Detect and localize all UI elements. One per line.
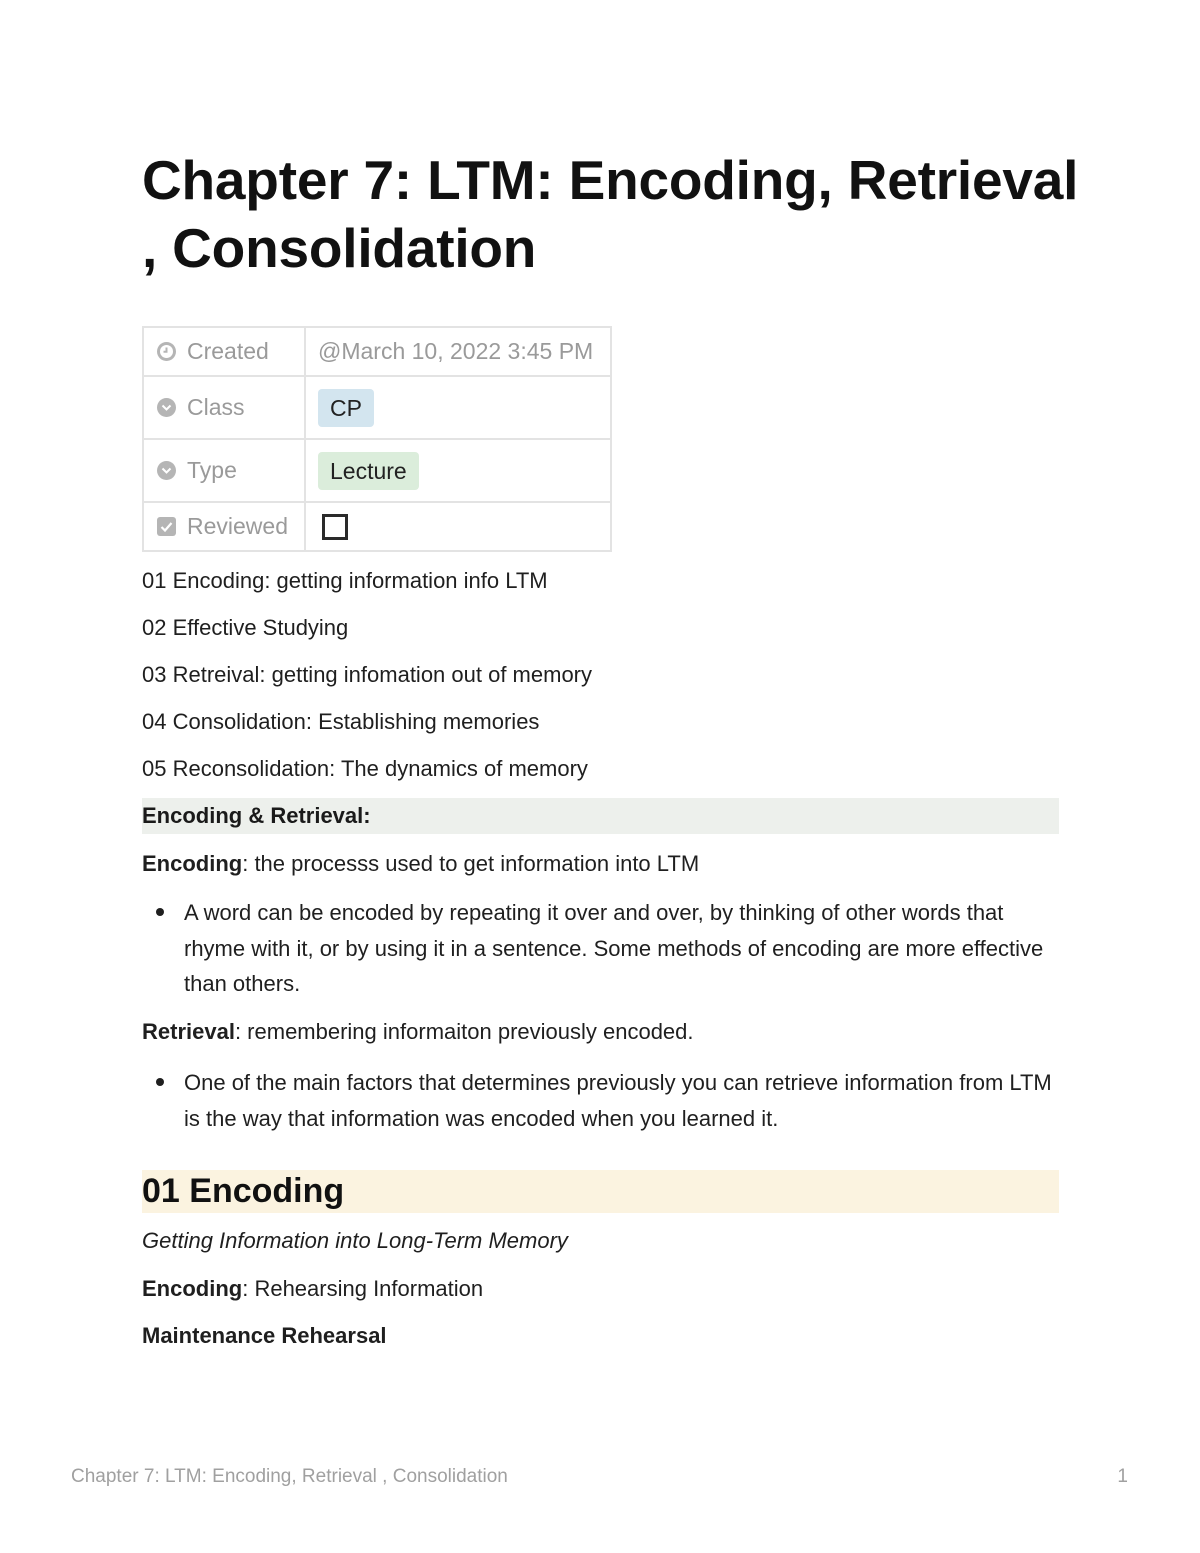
footer-title: Chapter 7: LTM: Encoding, Retrieval , Consolidation	[71, 1466, 508, 1487]
select-icon	[156, 460, 177, 481]
page-title: Chapter 7: LTM: Encoding, Retrieval , Consolidation	[142, 149, 1079, 279]
encoding-rehearsing-line	[142, 1275, 483, 1303]
section-heading-encoding: 01 Encoding	[142, 1170, 1059, 1213]
type-tag[interactable]: Lecture	[318, 452, 419, 490]
encoding-bullet-text: A word can be encoded by repeating it over and over, by thinking of other words that rhyme with it, or by using it in a sentence. Some methods of encoding are more effective than others.	[184, 900, 1044, 996]
property-key-class: Class	[187, 394, 245, 420]
property-key-type: Type	[187, 457, 237, 483]
section-subtitle: Getting Information into Long-Term Memory	[142, 1228, 568, 1253]
list-item	[142, 1065, 1062, 1136]
clock-icon	[156, 341, 177, 362]
class-tag[interactable]: CP	[318, 389, 374, 427]
checkbox-icon	[156, 516, 177, 537]
encoding-term: Encoding	[142, 851, 243, 876]
bullet-dot	[156, 1078, 164, 1086]
bullet-dot	[156, 908, 164, 916]
encoding-def-text: : the processs used to get information into LTM	[242, 851, 700, 876]
page-number: 1	[1117, 1466, 1128, 1487]
encoding-bullet-list	[142, 895, 1062, 1002]
rehearsing-text: : Rehearsing Information	[242, 1276, 484, 1301]
property-row-class	[143, 376, 611, 439]
encoding-retrieval-heading: Encoding & Retrieval:	[142, 798, 1059, 834]
list-item	[142, 895, 1062, 1002]
retrieval-bullet-text: One of the main factors that determines previously you can retrieve information from LTM is the way that information was encoded when you learned it.	[184, 1070, 1052, 1131]
encoding-definition	[142, 850, 699, 878]
toc-item[interactable]: 01 Encoding: getting information info LTM	[142, 568, 548, 593]
retrieval-definition	[142, 1018, 694, 1046]
encoding-term: Encoding	[142, 1276, 243, 1301]
toc-item[interactable]: 04 Consolidation: Establishing memories	[142, 709, 540, 734]
maintenance-rehearsal-heading: Maintenance Rehearsal	[142, 1323, 387, 1348]
select-icon	[156, 397, 177, 418]
toc-item[interactable]: 05 Reconsolidation: The dynamics of memory	[142, 756, 588, 781]
properties-table	[142, 326, 612, 552]
property-row-created	[143, 327, 611, 376]
property-row-type	[143, 439, 611, 502]
retrieval-bullet-list	[142, 1065, 1062, 1136]
toc-item[interactable]: 03 Retreival: getting infomation out of memory	[142, 662, 593, 687]
toc-item[interactable]: 02 Effective Studying	[142, 615, 349, 640]
property-key-created: Created	[187, 338, 269, 364]
property-row-reviewed	[143, 502, 611, 551]
reviewed-checkbox[interactable]	[322, 514, 348, 540]
retrieval-term: Retrieval	[142, 1019, 235, 1044]
retrieval-def-text: : remembering informaiton previously encoded.	[234, 1019, 694, 1044]
created-value: @March 10, 2022 3:45 PM	[305, 327, 611, 376]
property-key-reviewed: Reviewed	[187, 513, 288, 539]
